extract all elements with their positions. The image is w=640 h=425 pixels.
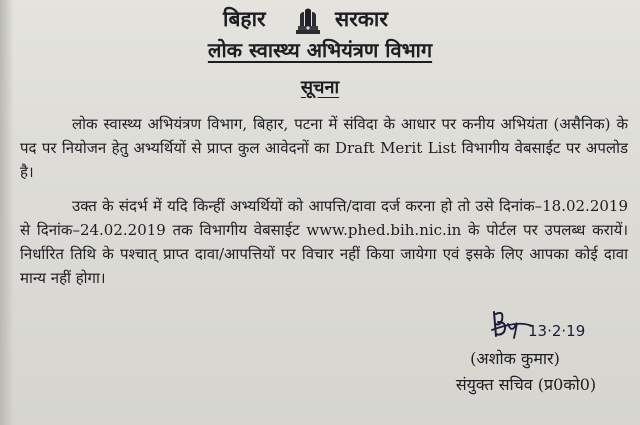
header-government: सरकार — [335, 6, 388, 31]
signatory-name: (अशोक कुमार) — [470, 349, 560, 368]
handwritten-signature — [488, 300, 608, 342]
notice-paragraph-1: लोक स्वास्थ्य अभियंत्रण विभाग, बिहार, पटना में संविदा के आधार पर कनीय अभियंता (असैनिक) के पद पर नियोजन हेतु अभ्यर्थियों से प्राप्त कुल आवेदनों का Draft Merit List विभागीय वेबसाईट पर अपलोड है। — [20, 115, 628, 181]
department-name: लोक स्वास्थ्य अभियंत्रण विभाग — [207, 38, 433, 62]
department-title — [0, 36, 640, 64]
state-emblem-icon — [292, 6, 324, 36]
letterhead — [0, 4, 640, 36]
signatory-block — [395, 346, 625, 398]
notice-heading — [0, 76, 640, 100]
signatory-designation: संयुक्त सचिव (प्र0को0) — [455, 375, 597, 394]
notice-paragraph-2: उक्त के संदर्भ में यदि किन्हीं अभ्यर्थियों को आपत्ति/दावा दर्ज करना हो तो उसे दिनांक–18.02.2019 से दिनांक–24.02.2019 तक विभागीय वेबसाईट www.phed.bih.nic.in के पोर्टल पर उपलब्ध करायें। निर्धारित तिथि के पश्चात् प्राप्त दावा/आपत्तियों पर विचार नहीं किया जायेगा एवं इसके लिए आपका कोई दावा मान्य नहीं होगा। — [20, 197, 628, 287]
header-state: बिहार — [223, 6, 266, 31]
signature-date: 13·2·19 — [528, 322, 586, 340]
notice-heading-text: सूचना — [300, 77, 340, 98]
